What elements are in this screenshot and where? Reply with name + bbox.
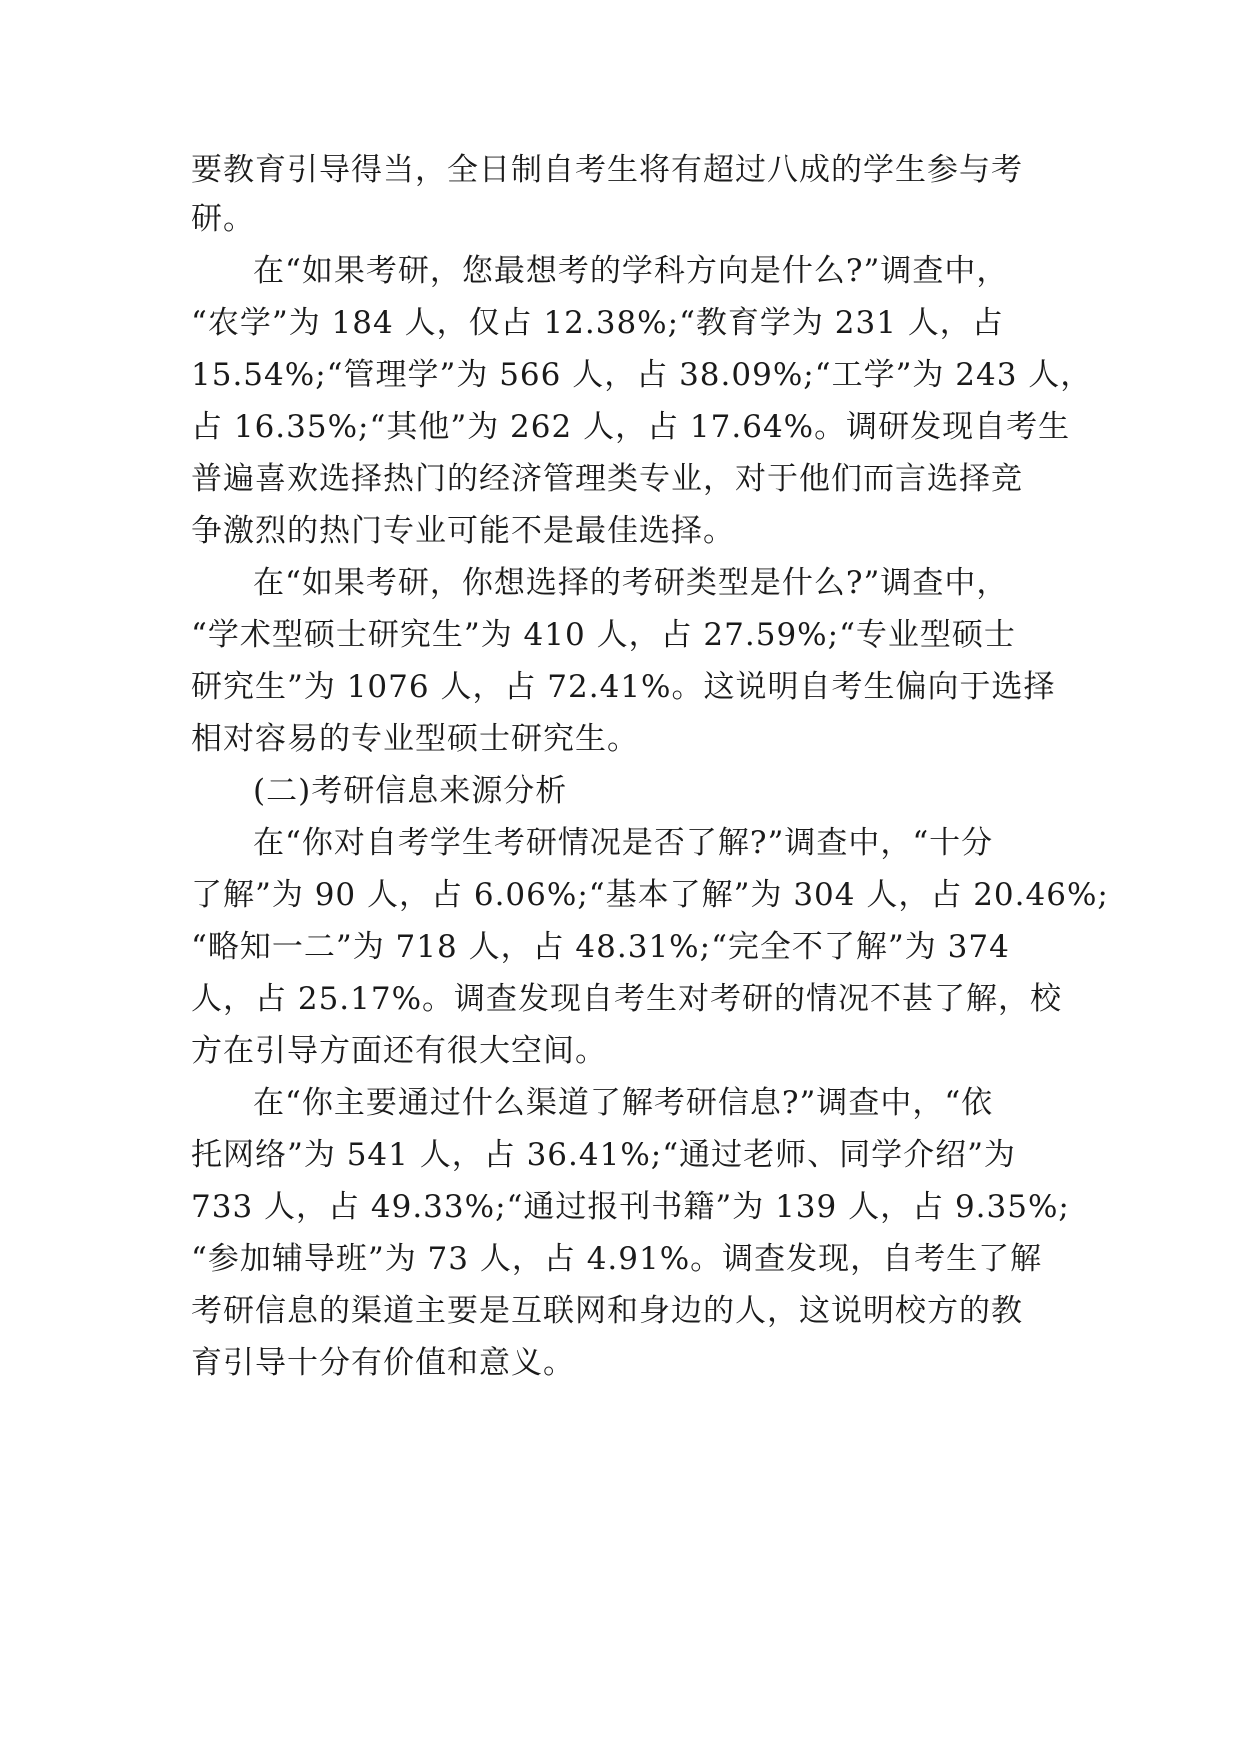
text-line: 考研信息的渠道主要是互联网和身边的人，这说明校方的教 [191,1293,1023,1329]
text-line: 15.54%;“管理学”为 566 人，占 38.09%;“工学”为 243 人， [191,357,1093,393]
section-heading: (二)考研信息来源分析 [253,773,568,809]
text-line: 了解”为 90 人，占 6.06%;“基本了解”为 304 人，占 20.46%; [191,877,1109,913]
text-line: 在“你主要通过什么渠道了解考研信息?”调查中，“依 [253,1085,994,1121]
text-line: 733 人，占 49.33%;“通过报刊书籍”为 139 人，占 9.35%; [191,1189,1070,1225]
text-line: 在“如果考研，您最想考的学科方向是什么?”调查中， [253,253,1009,289]
text-line: 在“如果考研，你想选择的考研类型是什么?”调查中， [253,565,1009,601]
text-line: 研究生”为 1076 人，占 72.41%。这说明自考生偏向于选择 [191,669,1056,705]
text-line: “农学”为 184 人，仅占 12.38%;“教育学为 231 人，占 [191,305,1004,341]
text-line: “略知一二”为 718 人，占 48.31%;“完全不了解”为 374 [191,929,1010,965]
text-line: 人，占 25.17%。调查发现自考生对考研的情况不甚了解，校 [191,981,1063,1017]
text-line: 育引导十分有价值和意义。 [191,1345,575,1381]
text-line: 在“你对自考学生考研情况是否了解?”调查中，“十分 [253,825,994,861]
text-line: 占 16.35%;“其他”为 262 人，占 17.64%。调研发现自考生 [191,409,1071,445]
text-line: 争激烈的热门专业可能不是最佳选择。 [191,513,735,549]
text-line: “参加辅导班”为 73 人，占 4.91%。调查发现，自考生了解 [191,1241,1043,1277]
text-line: 研。 [191,201,255,237]
text-line: 托网络”为 541 人，占 36.41%;“通过老师、同学介绍”为 [191,1137,1016,1173]
text-line: 要教育引导得当，全日制自考生将有超过八成的学生参与考 [191,152,1023,188]
text-line: 普遍喜欢选择热门的经济管理类专业，对于他们而言选择竞 [191,461,1023,497]
text-line: “学术型硕士研究生”为 410 人，占 27.59%;“专业型硕士 [191,617,1016,653]
text-line: 方在引导方面还有很大空间。 [191,1033,607,1069]
text-line: 相对容易的专业型硕士研究生。 [191,721,639,757]
